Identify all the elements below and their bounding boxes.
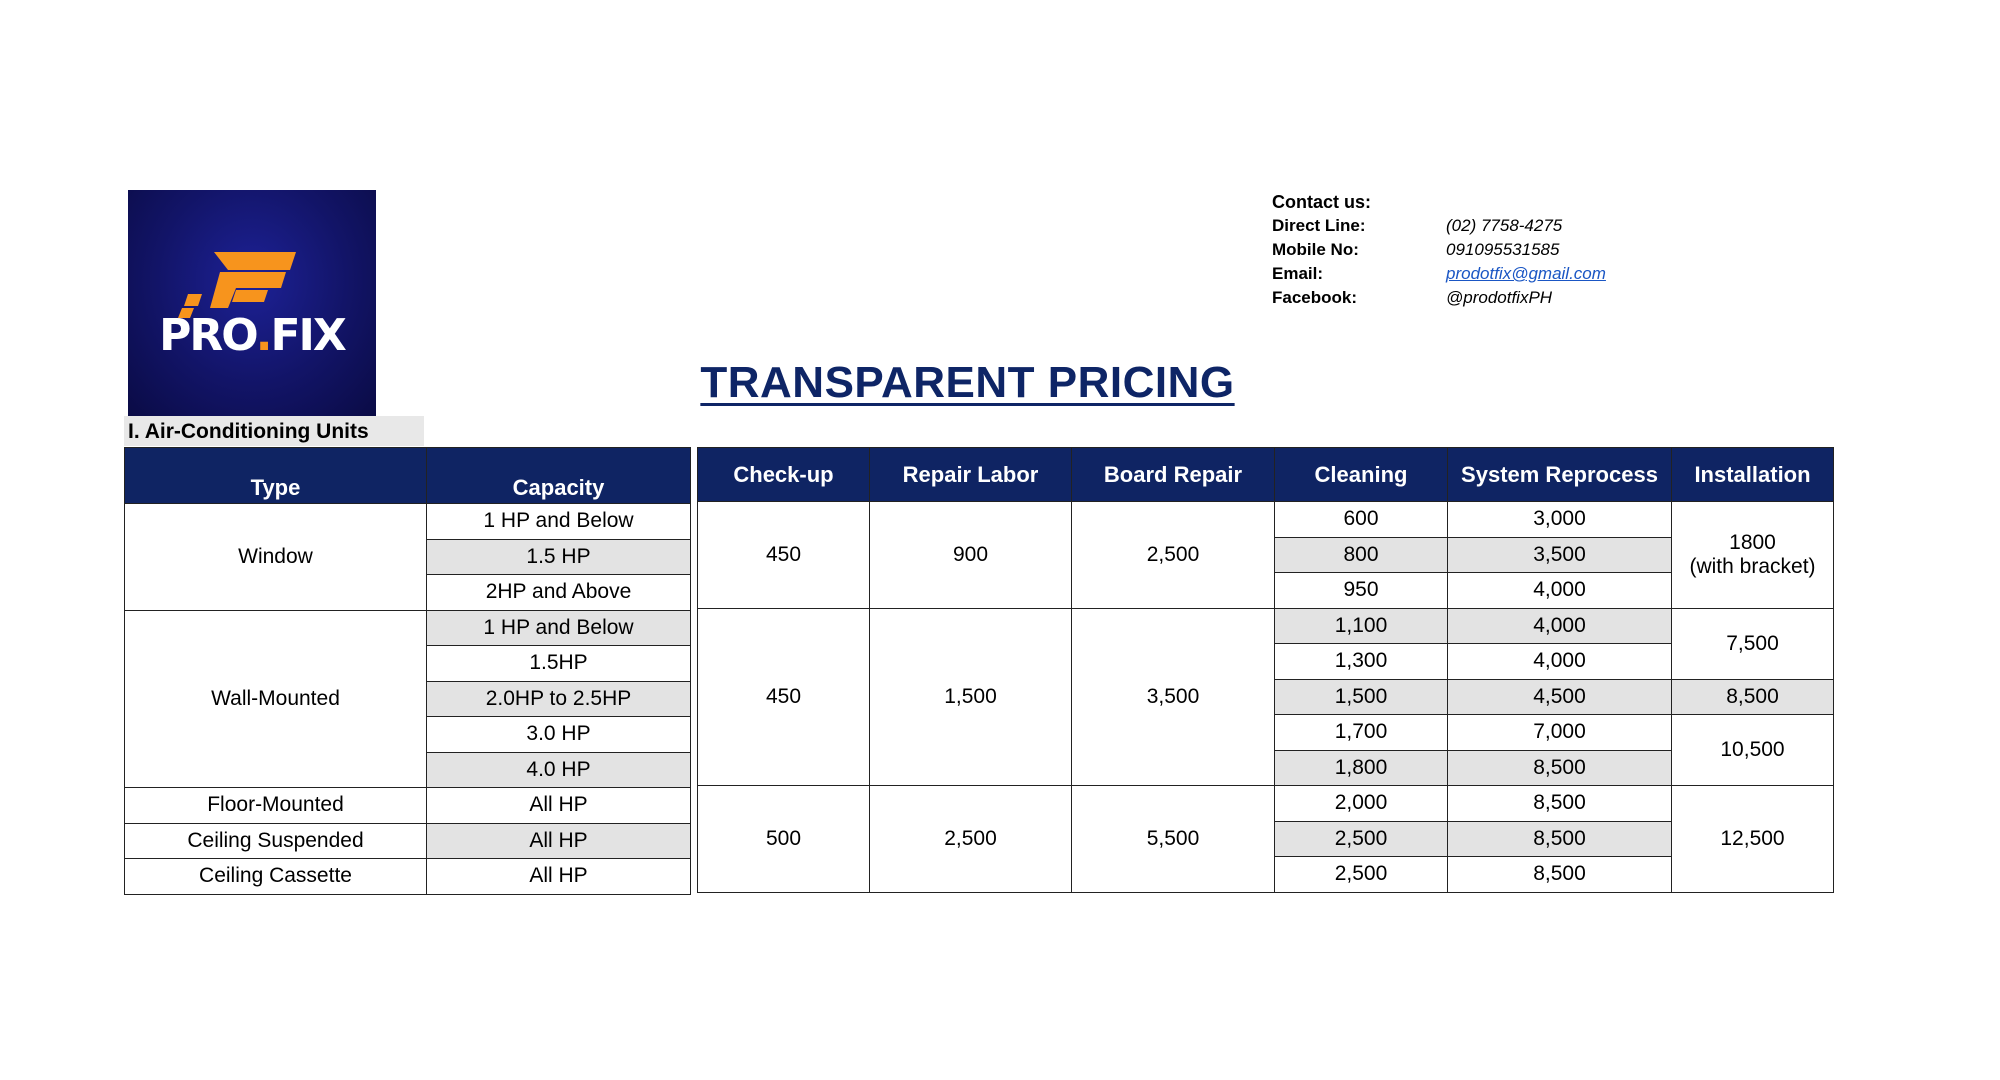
capacity-cell: All HP	[427, 859, 691, 895]
capacity-cell: 1 HP and Below	[427, 610, 691, 646]
capacity-cell: All HP	[427, 788, 691, 824]
price-cleaning: 2,500	[1275, 857, 1448, 893]
price-cleaning: 2,500	[1275, 821, 1448, 857]
header-installation: Installation	[1672, 448, 1834, 502]
type-window: Window	[125, 504, 427, 611]
header-repair-labor: Repair Labor	[870, 448, 1072, 502]
price-cleaning: 950	[1275, 573, 1448, 609]
contact-email: Email: prodotfix@gmail.com	[1272, 262, 1606, 286]
price-cleaning: 800	[1275, 537, 1448, 573]
capacity-cell: 2.0HP to 2.5HP	[427, 681, 691, 717]
price-board-repair: 2,500	[1072, 502, 1275, 609]
price-cleaning: 1,700	[1275, 715, 1448, 751]
price-checkup: 450	[698, 608, 870, 786]
price-repair-labor: 900	[870, 502, 1072, 609]
capacity-cell: 1.5HP	[427, 646, 691, 682]
price-reprocess: 4,000	[1448, 644, 1672, 680]
price-repair-labor: 2,500	[870, 786, 1072, 893]
email-link[interactable]: prodotfix@gmail.com	[1446, 264, 1606, 283]
price-installation: 7,500	[1672, 608, 1834, 679]
price-installation: 8,500	[1672, 679, 1834, 715]
price-reprocess: 8,500	[1448, 857, 1672, 893]
price-cleaning: 600	[1275, 502, 1448, 538]
unit-type-table	[124, 447, 691, 895]
price-reprocess: 8,500	[1448, 786, 1672, 822]
price-installation: 12,500	[1672, 786, 1834, 893]
header-type: Type	[125, 448, 427, 504]
capacity-cell: 4.0 HP	[427, 752, 691, 788]
capacity-cell: 3.0 HP	[427, 717, 691, 753]
price-reprocess: 8,500	[1448, 750, 1672, 786]
price-installation: 10,500	[1672, 715, 1834, 786]
price-board-repair: 5,500	[1072, 786, 1275, 893]
header-system-reprocess: System Reprocess	[1448, 448, 1672, 502]
contact-info	[1272, 190, 1606, 310]
capacity-cell: 2HP and Above	[427, 575, 691, 611]
price-board-repair: 3,500	[1072, 608, 1275, 786]
price-reprocess: 4,000	[1448, 573, 1672, 609]
header-checkup: Check-up	[698, 448, 870, 502]
price-cleaning: 1,500	[1275, 679, 1448, 715]
price-reprocess: 4,000	[1448, 608, 1672, 644]
type-ceiling-cassette: Ceiling Cassette	[125, 859, 427, 895]
page-title: TRANSPARENT PRICING	[700, 358, 1235, 407]
price-repair-labor: 1,500	[870, 608, 1072, 786]
profix-emblem-icon	[128, 190, 376, 416]
price-reprocess: 8,500	[1448, 821, 1672, 857]
contact-mobile: Mobile No: 091095531585	[1272, 240, 1560, 259]
profix-logo	[128, 190, 376, 416]
price-reprocess: 3,000	[1448, 502, 1672, 538]
price-installation: 1800 (with bracket)	[1672, 502, 1834, 609]
header-cleaning: Cleaning	[1275, 448, 1448, 502]
type-floor-mounted: Floor-Mounted	[125, 788, 427, 824]
contact-heading: Contact us:	[1272, 192, 1371, 212]
price-cleaning: 1,100	[1275, 608, 1448, 644]
header-capacity: Capacity	[427, 448, 691, 504]
pricing-table	[697, 447, 1834, 893]
price-cleaning: 1,300	[1275, 644, 1448, 680]
type-ceiling-suspended: Ceiling Suspended	[125, 823, 427, 859]
capacity-cell: 1 HP and Below	[427, 504, 691, 540]
contact-direct-line: Direct Line: (02) 7758-4275	[1272, 216, 1563, 235]
capacity-cell: All HP	[427, 823, 691, 859]
header-board-repair: Board Repair	[1072, 448, 1275, 502]
contact-facebook: Facebook: @prodotfixPH	[1272, 288, 1553, 307]
price-reprocess: 3,500	[1448, 537, 1672, 573]
price-reprocess: 4,500	[1448, 679, 1672, 715]
logo-wordmark: PRO.FIX	[159, 310, 345, 361]
price-checkup: 500	[698, 786, 870, 893]
price-cleaning: 1,800	[1275, 750, 1448, 786]
section-label: I. Air-Conditioning Units	[124, 416, 424, 446]
price-checkup: 450	[698, 502, 870, 609]
price-cleaning: 2,000	[1275, 786, 1448, 822]
price-reprocess: 7,000	[1448, 715, 1672, 751]
capacity-cell: 1.5 HP	[427, 539, 691, 575]
type-wall-mounted: Wall-Mounted	[125, 610, 427, 788]
